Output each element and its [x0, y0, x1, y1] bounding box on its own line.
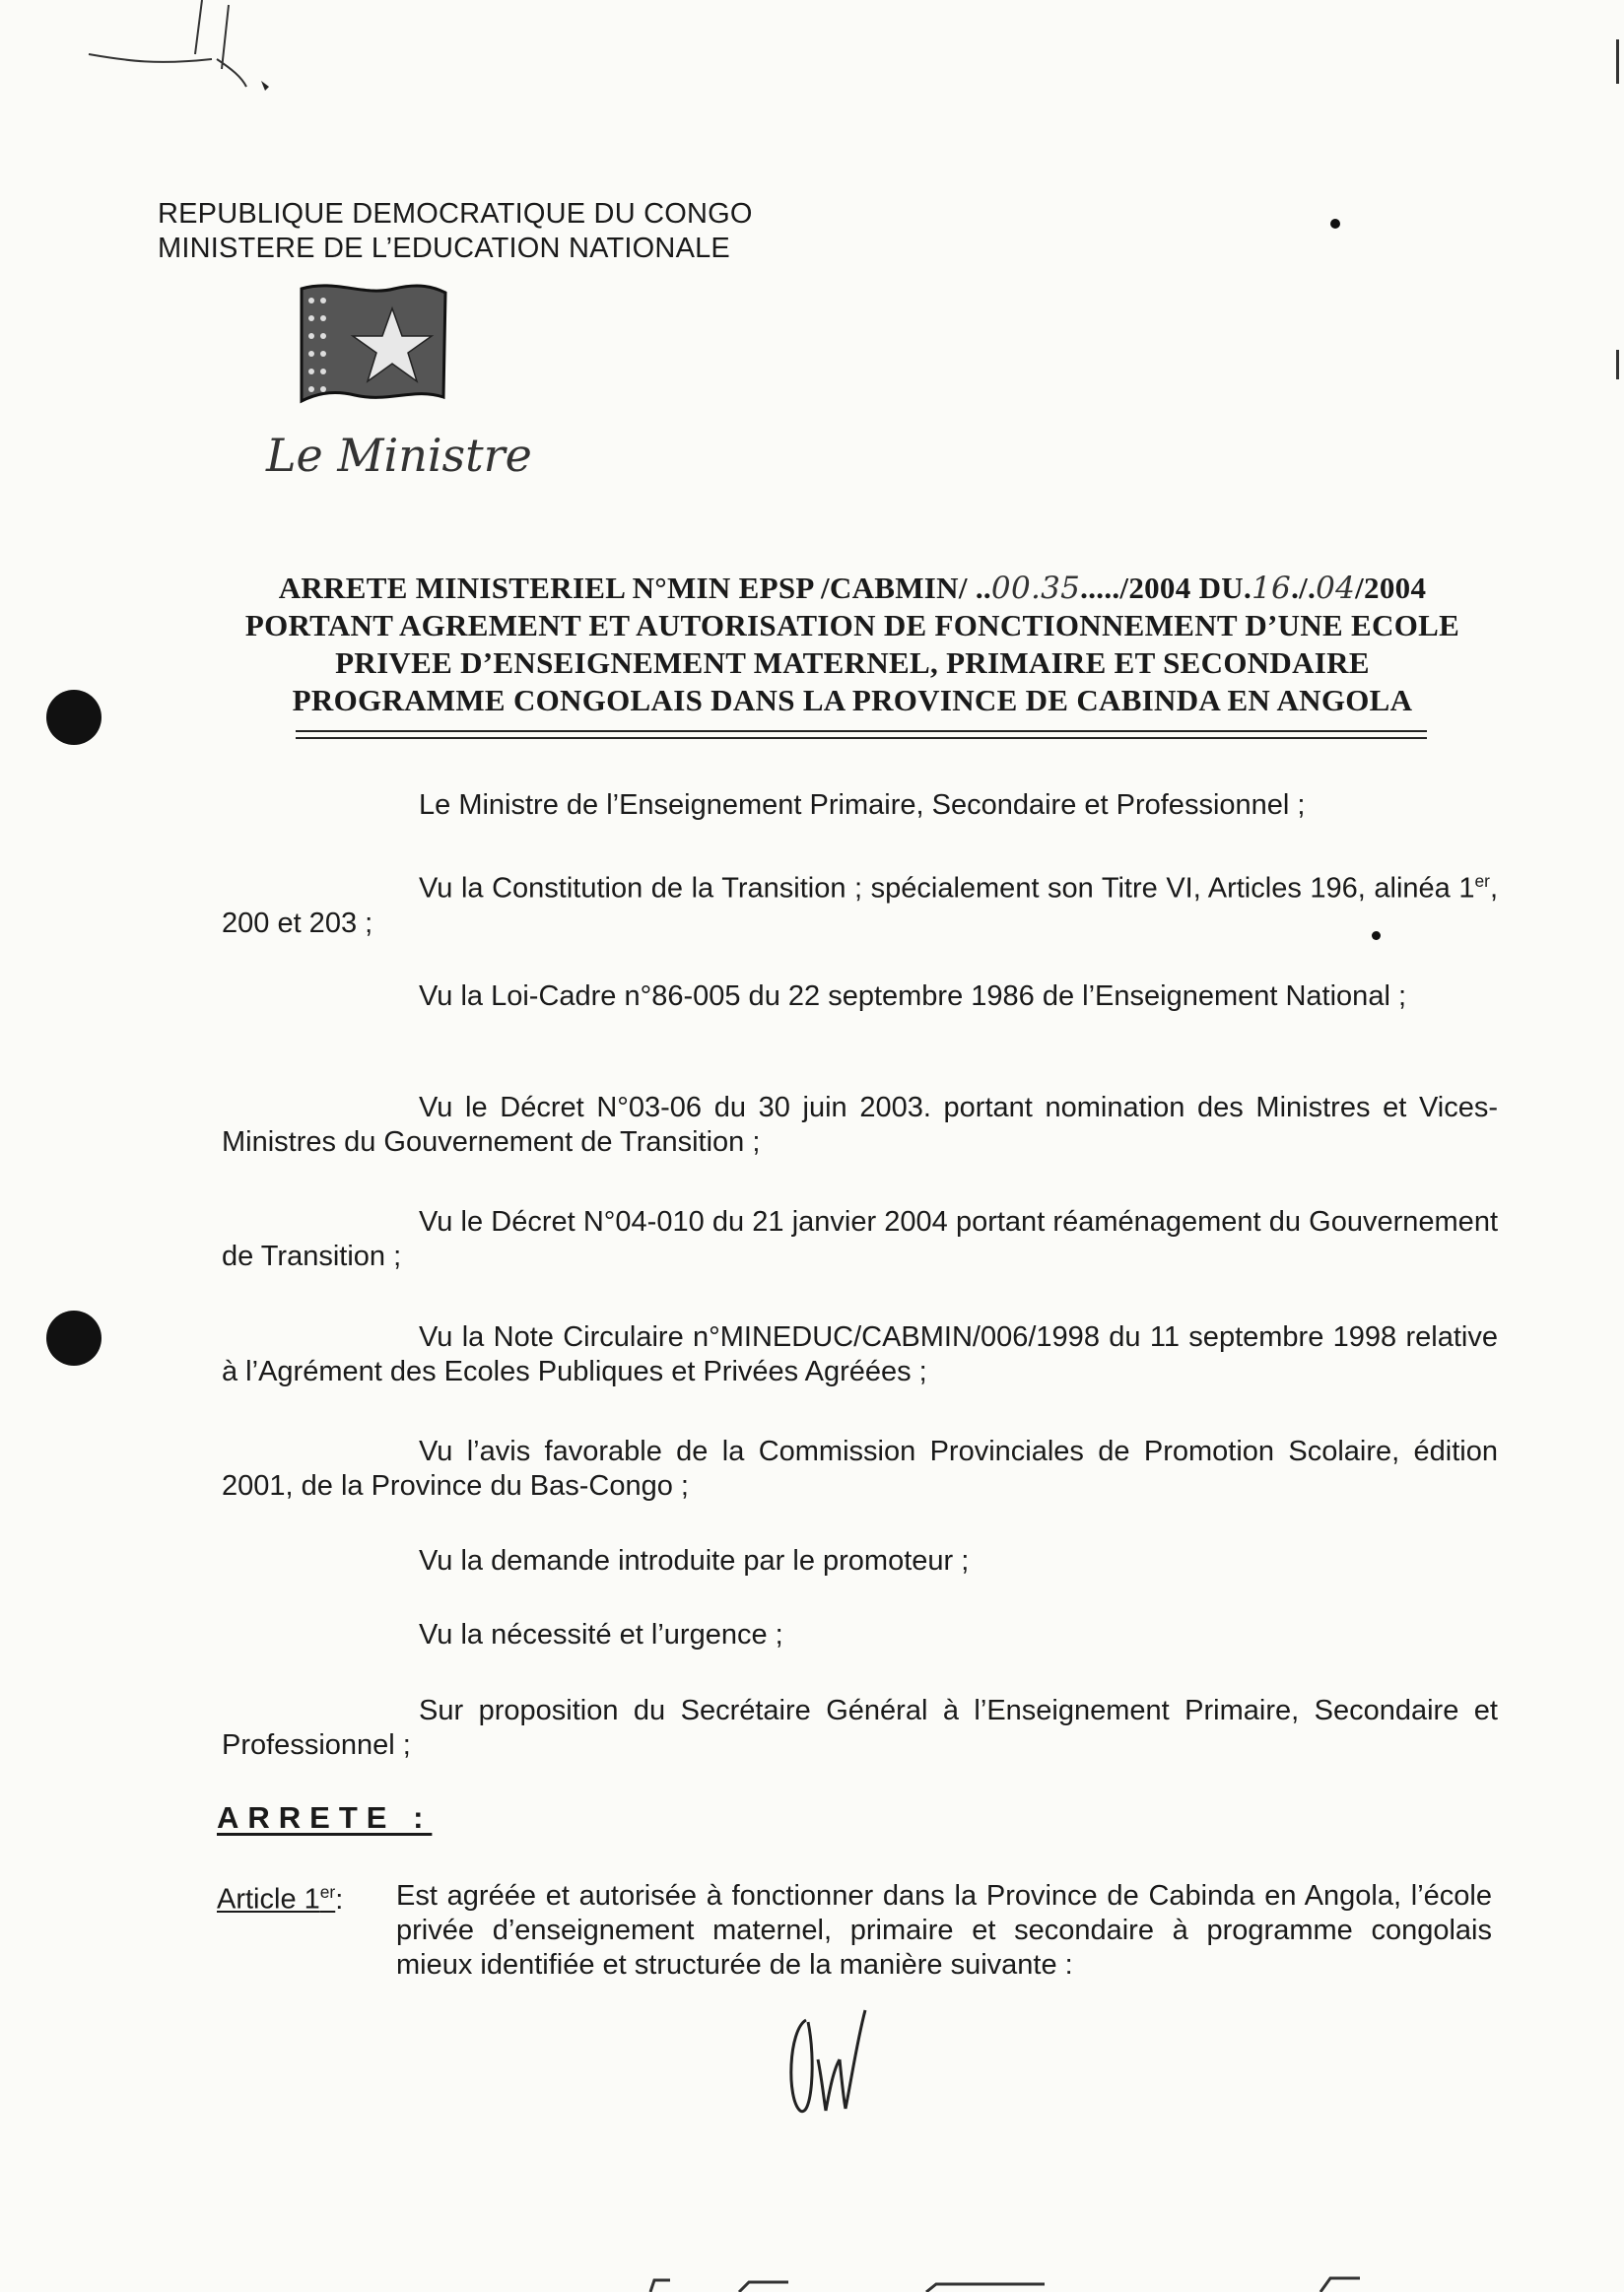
arrete-heading: ARRETE :: [217, 1800, 433, 1835]
preamble-decret-nomination: Vu le Décret N°03-06 du 30 juin 2003. portant nomination des Ministres et Vices-Ministres du Gouvernement de Transition ;: [222, 1092, 1498, 1158]
preamble-constitution: Vu la Constitution de la Transition ; spécialement son Titre VI, Articles 196, alinéa 1er, 200 et 203 ;: [222, 871, 1498, 939]
punch-hole: [46, 690, 102, 745]
punch-hole: [46, 1311, 102, 1366]
signature-title: Le Ministre: [266, 429, 532, 482]
decree-title-line: PORTANT AGREMENT ET AUTORISATION DE FONCTIONNEMENT D’UNE ECOLE: [244, 608, 1460, 642]
title-divider: [296, 737, 1427, 739]
scan-edge-mark: [1616, 39, 1619, 84]
preamble-decret-reamenagement: Vu le Décret N°04-010 du 21 janvier 2004 portant réaménagement du Gouvernement de Transition ;: [222, 1206, 1498, 1272]
scan-speck: [1330, 219, 1340, 229]
decree-title-line: PROGRAMME CONGOLAIS DANS LA PROVINCE DE CABINDA EN ANGOLA: [292, 683, 1413, 717]
scan-edge-mark: [1616, 350, 1619, 379]
cropped-text-fragment: [631, 2266, 1419, 2292]
article-1-label: Article 1er:: [217, 1882, 344, 1916]
preamble-necessite: Vu la nécessité et l’urgence ;: [419, 1619, 783, 1651]
article-1-text: Est agréée et autorisée à fonctionner dans la Province de Cabinda en Angola, l’école privée d’enseignement maternel, primaire et secondaire à programme congolais mieux identifiée et structurée de la manière suivante :: [396, 1880, 1492, 1981]
preamble-loi-cadre: Vu la Loi-Cadre n°86-005 du 22 septembre 1986 de l’Enseignement National ;: [419, 980, 1407, 1012]
preamble-note-circulaire: Vu la Note Circulaire n°MINEDUC/CABMIN/006/1998 du 11 septembre 1998 relative à l’Agrément des Ecoles Publiques et Privées Agréées ;: [222, 1321, 1498, 1387]
handwritten-mark: [39, 0, 296, 108]
handwritten-initials: [778, 2000, 887, 2128]
preamble-avis-favorable: Vu l’avis favorable de la Commission Provinciales de Promotion Scolaire, édition 2001, de la Province du Bas-Congo ;: [222, 1436, 1498, 1502]
preamble-demande: Vu la demande introduite par le promoteur ;: [419, 1545, 970, 1577]
flag-emblem: [296, 279, 453, 407]
preamble-proposition: Sur proposition du Secrétaire Général à l’Enseignement Primaire, Secondaire et Professionnel ;: [222, 1695, 1498, 1761]
decree-reference: ARRETE MINISTERIEL N°MIN EPSP /CABMIN/ ..00.35...../2004 DU.16./.04/2004: [278, 571, 1427, 606]
country-name: REPUBLIQUE DEMOCRATIQUE DU CONGO: [158, 198, 753, 230]
title-divider: [296, 730, 1427, 732]
ministry-name: MINISTERE DE L’EDUCATION NATIONALE: [158, 233, 730, 264]
preamble-minister: Le Ministre de l’Enseignement Primaire, Secondaire et Professionnel ;: [419, 789, 1306, 821]
decree-title-line: PRIVEE D’ENSEIGNEMENT MATERNEL, PRIMAIRE ET SECONDAIRE: [335, 645, 1370, 680]
